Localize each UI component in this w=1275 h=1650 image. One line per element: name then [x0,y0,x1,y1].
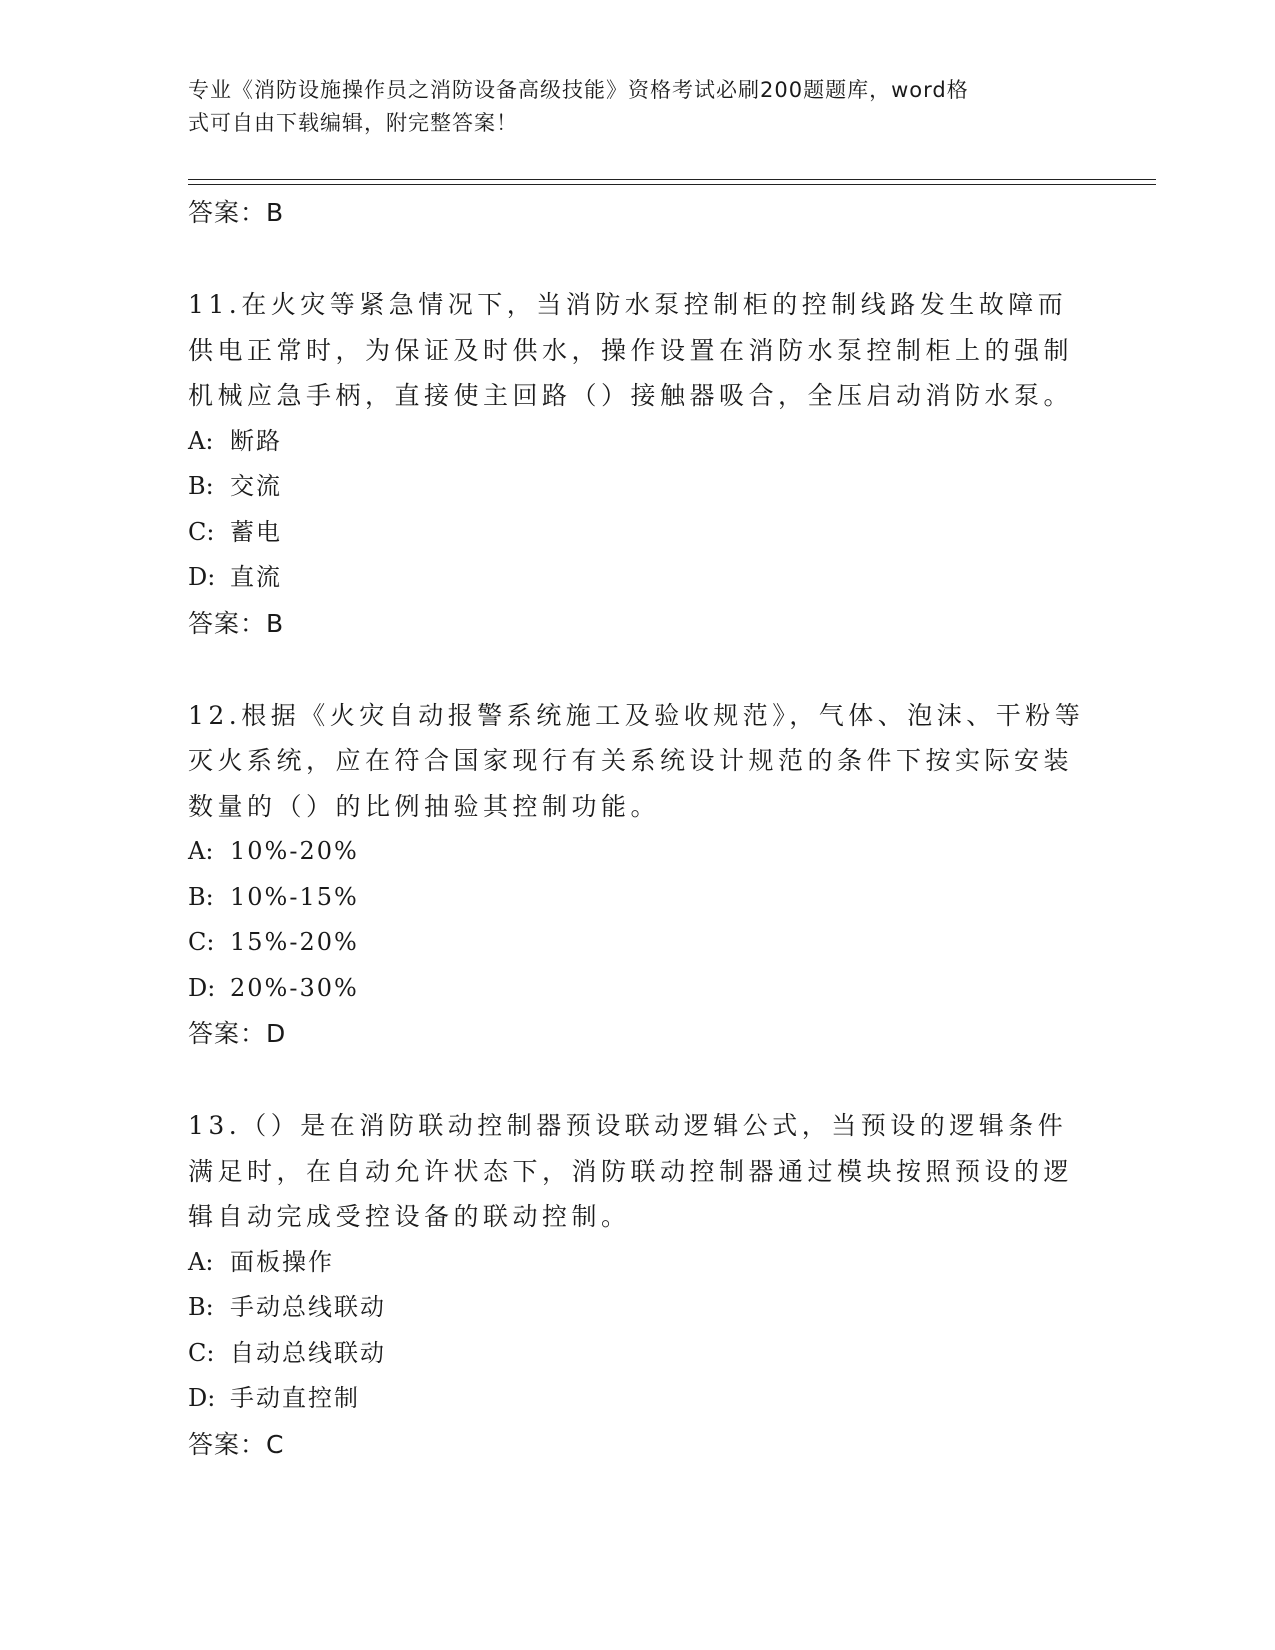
question-text: 11.在火灾等紧急情况下，当消防水泵控制柜的控制线路发生故障而供电正常时，为保证及时供水，操作设置在消防水泵控制柜上的强制机械应急手柄，直接使主回路（）接触器吸合，全压启动消防水泵。 [188,290,1074,410]
previous-answer: 答案：B [188,198,285,227]
option-text: 交流 [230,472,282,500]
option-c [188,1331,1088,1377]
question-text: 13.（）是在消防联动控制器预设联动逻辑公式，当预设的逻辑条件满足时，在自动允许状态下，消防联动控制器通过模块按照预设的逻辑自动完成受控设备的联动控制。 [188,1111,1074,1231]
option-letter: D: [188,563,216,591]
option-text: 面板操作 [230,1247,334,1276]
answer-line: 答案：D [188,1019,287,1048]
option-letter: C: [188,1338,215,1367]
question-block [188,1103,1088,1468]
option-a [188,1240,1088,1286]
header-line-2: 式可自由下载编辑，附完整答案！ [188,111,518,135]
option-letter: C: [188,517,215,546]
header-line-1: 专业《消防设施操作员之消防设备高级技能》资格考试必刷200题题库，word格 [188,78,969,102]
option-text: 20%-30% [230,973,359,1002]
option-letter: C: [188,928,215,956]
option-a [188,419,1088,465]
option-letter: D: [188,1384,216,1412]
option-text: 手动直控制 [230,1384,360,1412]
option-letter: A: [188,426,214,455]
option-text: 直流 [230,563,282,591]
option-letter: D: [188,973,216,1002]
option-c [188,920,1088,966]
option-letter: A: [188,837,214,865]
question-text: 12.根据《火灾自动报警系统施工及验收规范》，气体、泡沫、干粉等灭火系统，应在符合国家现行有关系统设计规范的条件下按实际安装数量的（）的比例抽验其控制功能。 [188,700,1085,821]
option-d [188,1376,1088,1422]
option-text: 蓄电 [230,517,282,546]
option-c [188,510,1088,556]
option-text: 断路 [230,426,282,455]
question-block [188,282,1088,647]
option-text: 手动总线联动 [230,1293,386,1321]
option-d [188,966,1088,1012]
document-header [188,74,1068,140]
option-letter: B: [188,882,214,911]
answer-line: 答案：B [188,608,285,638]
option-b [188,875,1088,921]
option-text: 自动总线联动 [230,1338,386,1367]
header-divider-bottom [188,184,1156,185]
option-text: 15%-20% [230,928,359,956]
question-block [188,693,1088,1058]
option-b [188,1285,1088,1331]
option-a [188,829,1088,875]
option-d [188,555,1088,601]
question-list [188,190,1088,1468]
option-letter: A: [188,1247,214,1276]
answer-line: 答案：C [188,1429,285,1459]
option-letter: B: [188,472,214,500]
option-letter: B: [188,1293,214,1321]
option-b [188,464,1088,510]
option-text: 10%-20% [230,837,359,865]
header-divider-top [188,179,1156,180]
option-text: 10%-15% [230,882,359,911]
